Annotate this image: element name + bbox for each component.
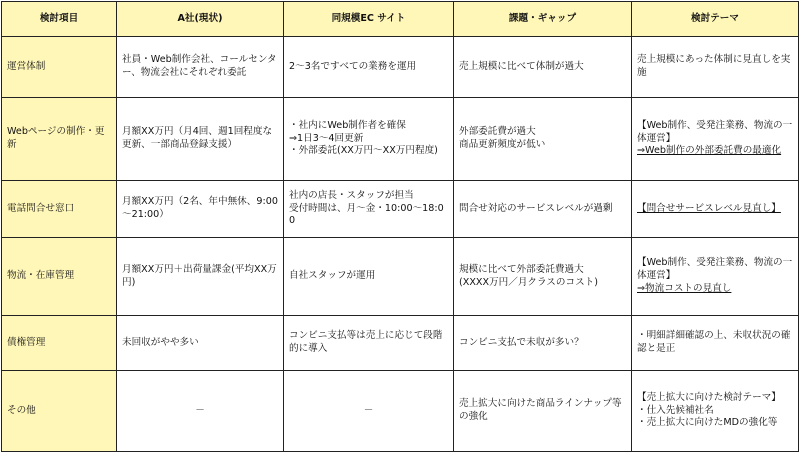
cell-a-company: 未回収がやや多い [117, 316, 284, 371]
table-row [2, 371, 799, 452]
cell-gap: 売上拡大に向けた商品ラインナップ等の強化 [454, 371, 632, 452]
row-label: 運営体制 [2, 37, 117, 98]
header-theme: 検討テーマ [632, 2, 799, 37]
cell-gap: 売上規模に比べて体制が過大 [454, 37, 632, 98]
header-same-scale-ec: 同規模EC サイト [284, 2, 454, 37]
theme-heading: 【Web制作、受発注業務、物流の一体運営】 [637, 257, 793, 282]
cell-theme: 売上規模にあった体制に見直しを実施 [632, 37, 799, 98]
header-a-company: A社(現状) [117, 2, 284, 37]
cell-theme [632, 98, 799, 181]
comparison-table [1, 1, 799, 452]
cell-gap: 問合せ対応のサービスレベルが過剰 [454, 181, 632, 238]
theme-action: ⇒物流コストの見直し [637, 282, 732, 294]
cell-a-company: 月額XX万円＋出荷量課金(平均XX万円) [117, 238, 284, 316]
cell-a-company: 社員・Web制作会社、コールセンター、物流会社にそれぞれ委託 [117, 37, 284, 98]
row-label: 電話問合せ窓口 [2, 181, 117, 238]
theme-action: ⇒Web制作の外部委託費の最適化 [637, 145, 782, 157]
cell-theme: 【売上拡大に向けた検討テーマ】 ・仕入先候補社名 ・売上拡大に向けたMDの強化等 [632, 371, 799, 452]
cell-gap: 外部委託費が過大 商品更新頻度が低い [454, 98, 632, 181]
theme-heading: 【Web制作、受発注業務、物流の一体運営】 [637, 119, 793, 144]
row-label: Webページの制作・更新 [2, 98, 117, 181]
cell-same-scale: － [284, 371, 454, 452]
cell-theme: 【問合せサービスレベル見直し】 [632, 181, 799, 238]
table-row [2, 181, 799, 238]
cell-same-scale: ・社内にWeb制作者を確保 ⇒1日3～4回更新 ・外部委託(XX万円～XX万円程度) [284, 98, 454, 181]
cell-a-company: － [117, 371, 284, 452]
table-row [2, 98, 799, 181]
cell-a-company: 月額XX万円（月4回、週1回程度な更新、一部商品登録支援） [117, 98, 284, 181]
row-label: その他 [2, 371, 117, 452]
table-row [2, 316, 799, 371]
cell-same-scale: 2～3名ですべての業務を運用 [284, 37, 454, 98]
cell-theme: ・明細詳細確認の上、未収状況の確認と是正 [632, 316, 799, 371]
cell-same-scale: コンビニ支払等は売上に応じて段階的に導入 [284, 316, 454, 371]
table-row [2, 238, 799, 316]
header-row [2, 2, 799, 37]
header-item: 検討項目 [2, 2, 117, 37]
row-label: 債権管理 [2, 316, 117, 371]
cell-a-company: 月額XX万円（2名、年中無休、9:00～21:00） [117, 181, 284, 238]
cell-same-scale: 社内の店長・スタッフが担当 受付時間は、月～金・10:00～18:00 [284, 181, 454, 238]
cell-same-scale: 自社スタッフが運用 [284, 238, 454, 316]
cell-gap: 規模に比べて外部委託費過大 (XXXX万円／月クラスのコスト) [454, 238, 632, 316]
cell-theme [632, 238, 799, 316]
header-gap: 課題・ギャップ [454, 2, 632, 37]
table-row [2, 37, 799, 98]
row-label: 物流・在庫管理 [2, 238, 117, 316]
cell-gap: コンビニ支払で未収が多い？ [454, 316, 632, 371]
